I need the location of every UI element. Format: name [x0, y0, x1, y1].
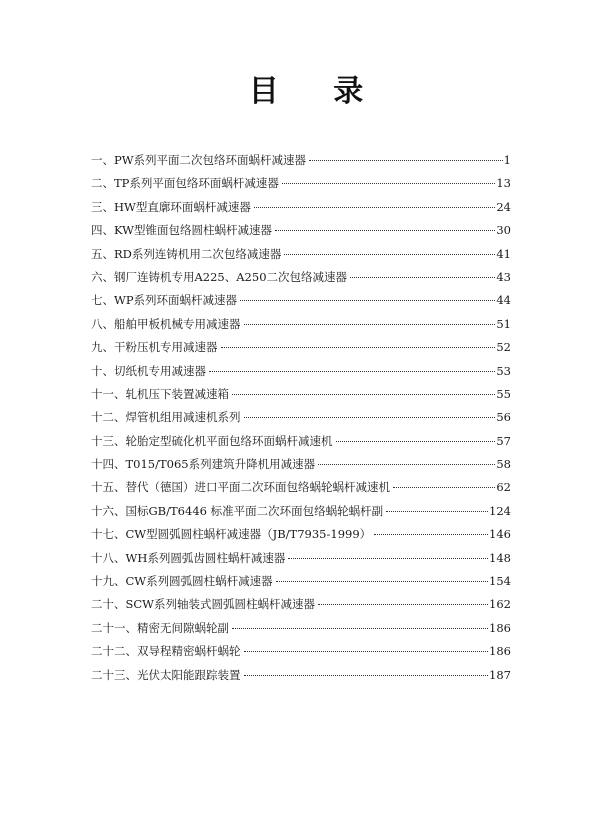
- toc-entry-label: 十四、T015/T065系列建筑升降机用减速器: [91, 457, 316, 472]
- toc-dot-leader: [316, 454, 495, 468]
- toc-entry-page-number: 162: [489, 597, 511, 612]
- toc-entry[interactable]: [91, 361, 511, 384]
- toc-entry-label: 十九、CW系列圆弧圆柱蜗杆减速器: [91, 574, 273, 589]
- toc-entry-label: 十二、焊管机组用减速机系列: [91, 410, 241, 425]
- toc-entry-page-number: 186: [489, 644, 511, 659]
- toc-entry[interactable]: [91, 337, 511, 360]
- toc-dot-leader: [242, 665, 489, 679]
- toc-dot-leader: [286, 548, 488, 562]
- toc-dot-leader: [274, 571, 488, 585]
- toc-entry-page-number: 55: [496, 386, 511, 401]
- toc-dot-leader: [280, 173, 495, 187]
- toc-entry-label: 二、TP系列平面包络环面蜗杆减速器: [91, 176, 279, 191]
- toc-dot-leader: [391, 477, 495, 491]
- toc-entry-page-number: 148: [489, 550, 511, 565]
- toc-dot-leader: [252, 197, 496, 211]
- toc-entry[interactable]: [91, 150, 511, 173]
- toc-entry[interactable]: [91, 220, 511, 243]
- toc-entry-label: 六、钢厂连铸机专用A225、A250二次包络减速器: [91, 269, 348, 284]
- toc-dot-leader: [348, 267, 495, 281]
- page-title: 目 录: [248, 74, 386, 109]
- toc-entry-label: 十五、替代（德国）进口平面二次环面包络蜗轮蜗杆减速机: [91, 480, 390, 495]
- toc-entry-page-number: 186: [489, 620, 511, 635]
- toc-entry[interactable]: [91, 431, 511, 454]
- toc-entry-label: 四、KW型锥面包络圆柱蜗杆减速器: [91, 223, 272, 238]
- table-of-contents: [91, 150, 511, 688]
- toc-entry-page-number: 41: [496, 246, 511, 261]
- toc-entry[interactable]: [91, 548, 511, 571]
- toc-entry-page-number: 53: [496, 363, 511, 378]
- toc-entry-label: 十三、轮胎定型硫化机平面包络环面蜗杆减速机: [91, 433, 333, 448]
- toc-entry-label: 二十三、光伏太阳能跟踪装置: [91, 667, 241, 682]
- toc-dot-leader: [242, 314, 496, 328]
- toc-entry[interactable]: [91, 197, 511, 220]
- toc-entry-label: 七、WP系列环面蜗杆减速器: [91, 293, 238, 308]
- toc-entry-page-number: 43: [496, 269, 511, 284]
- toc-entry-label: 十一、轧机压下装置减速箱: [91, 386, 229, 401]
- toc-entry-label: 十六、国标GB/T6446 标准平面二次环面包络蜗轮蜗杆副: [91, 503, 384, 518]
- toc-dot-leader: [207, 361, 495, 375]
- toc-dot-leader: [384, 501, 488, 515]
- toc-entry-page-number: 13: [496, 176, 511, 191]
- toc-entry-label: 十、切纸机专用减速器: [91, 363, 206, 378]
- toc-entry-label: 十八、WH系列圆弧齿圆柱蜗杆减速器: [91, 550, 286, 565]
- toc-entry[interactable]: [91, 407, 511, 430]
- toc-entry-page-number: 58: [496, 457, 511, 472]
- toc-entry-label: 三、HW型直廓环面蜗杆减速器: [91, 199, 251, 214]
- toc-entry-label: 二十一、精密无间隙蜗轮副: [91, 620, 229, 635]
- toc-entry-page-number: 30: [496, 223, 511, 238]
- toc-entry[interactable]: [91, 290, 511, 313]
- toc-entry[interactable]: [91, 454, 511, 477]
- toc-dot-leader: [219, 337, 496, 351]
- toc-entry[interactable]: [91, 665, 511, 688]
- toc-entry-page-number: 124: [489, 503, 511, 518]
- toc-entry-page-number: 51: [496, 316, 511, 331]
- toc-entry-label: 一、PW系列平面二次包络环面蜗杆减速器: [91, 153, 307, 167]
- toc-dot-leader: [372, 524, 488, 538]
- toc-entry-page-number: 1: [503, 153, 511, 167]
- toc-dot-leader: [242, 407, 496, 421]
- toc-entry-page-number: 154: [489, 574, 511, 589]
- toc-entry-page-number: 56: [496, 410, 511, 425]
- toc-entry[interactable]: [91, 594, 511, 617]
- toc-entry-page-number: 24: [496, 199, 511, 214]
- toc-entry-page-number: 62: [496, 480, 511, 495]
- toc-entry-label: 八、船舶甲板机械专用减速器: [91, 316, 241, 331]
- toc-dot-leader: [282, 244, 495, 258]
- toc-entry[interactable]: [91, 641, 511, 664]
- toc-dot-leader: [307, 150, 503, 164]
- toc-entry-page-number: 52: [496, 340, 511, 355]
- toc-entry[interactable]: [91, 267, 511, 290]
- toc-dot-leader: [230, 618, 488, 632]
- toc-dot-leader: [230, 384, 495, 398]
- toc-dot-leader: [316, 594, 488, 608]
- toc-entry[interactable]: [91, 314, 511, 337]
- toc-entry-page-number: 187: [489, 667, 511, 682]
- toc-entry[interactable]: [91, 571, 511, 594]
- toc-entry[interactable]: [91, 384, 511, 407]
- toc-entry[interactable]: [91, 173, 511, 196]
- toc-entry-label: 二十、SCW系列轴装式圆弧圆柱蜗杆减速器: [91, 597, 315, 612]
- toc-dot-leader: [273, 220, 495, 234]
- toc-entry-page-number: 57: [496, 433, 511, 448]
- toc-entry[interactable]: [91, 244, 511, 267]
- toc-entry[interactable]: [91, 477, 511, 500]
- toc-dot-leader: [238, 290, 495, 304]
- toc-entry-label: 十七、CW型圆弧圆柱蜗杆减速器（JB/T7935-1999）: [91, 527, 372, 542]
- toc-entry-page-number: 146: [489, 527, 511, 542]
- toc-entry-page-number: 44: [496, 293, 511, 308]
- toc-entry[interactable]: [91, 618, 511, 641]
- toc-entry[interactable]: [91, 524, 511, 547]
- toc-dot-leader: [334, 431, 496, 445]
- toc-dot-leader: [242, 641, 489, 655]
- toc-entry-label: 五、RD系列连铸机用二次包络减速器: [91, 246, 282, 261]
- toc-entry-label: 九、干粉压机专用减速器: [91, 340, 218, 355]
- toc-entry[interactable]: [91, 501, 511, 524]
- toc-entry-label: 二十二、双导程精密蜗杆蜗轮: [91, 644, 241, 659]
